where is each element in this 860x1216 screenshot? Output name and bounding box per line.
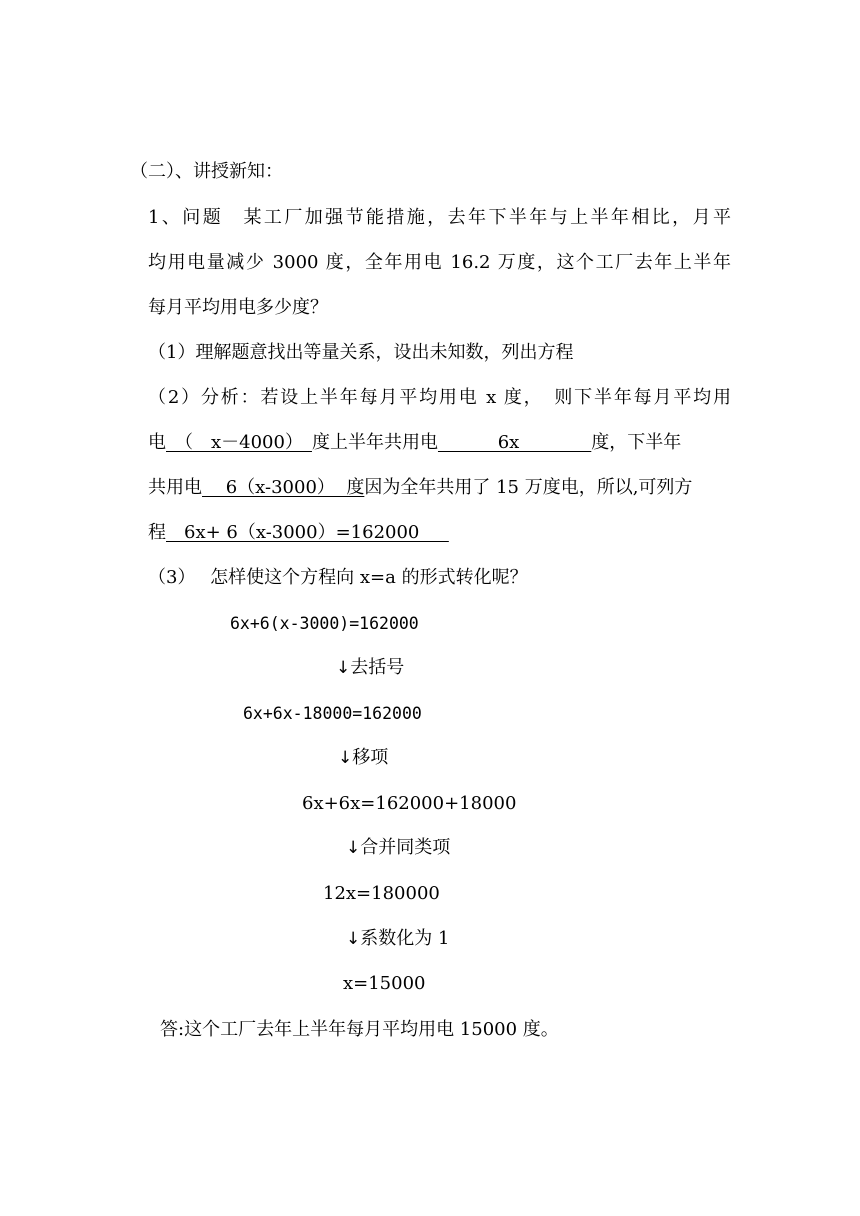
blank-lower-half-monthly: （ x－4000） <box>166 432 312 453</box>
arrow-down-icon: ↓ <box>338 748 353 768</box>
arrow-down-icon: ↓ <box>346 929 361 949</box>
part-2-line-2 <box>148 431 681 455</box>
step-label: 去括号 <box>350 657 405 678</box>
step-label: 合并同类项 <box>360 837 451 858</box>
text: 电 <box>148 432 166 453</box>
problem-line-2: 均用电量减少 3000 度，全年用电 16.2 万度，这个工厂去年上半年 <box>148 252 731 273</box>
step-4 <box>346 927 449 951</box>
answer: 答:这个工厂去年上半年每月平均用电 15000 度。 <box>160 1019 559 1040</box>
blank-equation: 6x+ 6（x-3000）=162000 <box>166 522 449 543</box>
problem-line-1: 1、问题 某工厂加强节能措施，去年下半年与上半年相比，月平 <box>148 207 731 228</box>
problem-line-3: 每月平均用电多少度？ <box>148 297 328 318</box>
step-2 <box>338 746 388 770</box>
section-heading: （二）、讲授新知： <box>130 161 283 182</box>
arrow-down-icon: ↓ <box>346 838 361 858</box>
arrow-down-icon: ↓ <box>336 658 351 678</box>
part-2-line-3 <box>148 476 692 500</box>
equation-2: 6x+6x-18000=162000 <box>243 704 422 723</box>
blank-lower-half-total: 6（x-3000） 度 <box>202 477 365 498</box>
equation-4: 12x=180000 <box>323 883 440 904</box>
text: 因为全年共用了 15 万度电，所以,可列方 <box>364 477 693 498</box>
part-2-line-4 <box>148 521 449 545</box>
equation-1: 6x+6(x-3000)=162000 <box>230 614 419 633</box>
blank-upper-half-total: 6x <box>437 432 592 453</box>
text: 程 <box>148 522 166 543</box>
equation-5: x=15000 <box>343 973 426 994</box>
step-label: 移项 <box>352 747 389 768</box>
step-3 <box>346 836 450 860</box>
step-label: 系数化为 1 <box>360 928 450 949</box>
equation-3: 6x+6x=162000+18000 <box>302 793 517 814</box>
part-2-line-1: （2）分析：若设上半年每月平均用电 x 度， 则下半年每月平均用 <box>148 387 731 408</box>
text: 度上半年共用电 <box>311 432 438 453</box>
part-3: （3） 怎样使这个方程向 x=a 的形式转化呢？ <box>148 567 528 588</box>
step-1 <box>336 656 404 680</box>
text: 度，下半年 <box>591 432 682 453</box>
part-1: （1）理解题意找出等量关系，设出未知数，列出方程 <box>148 342 574 363</box>
text: 共用电 <box>148 477 202 498</box>
